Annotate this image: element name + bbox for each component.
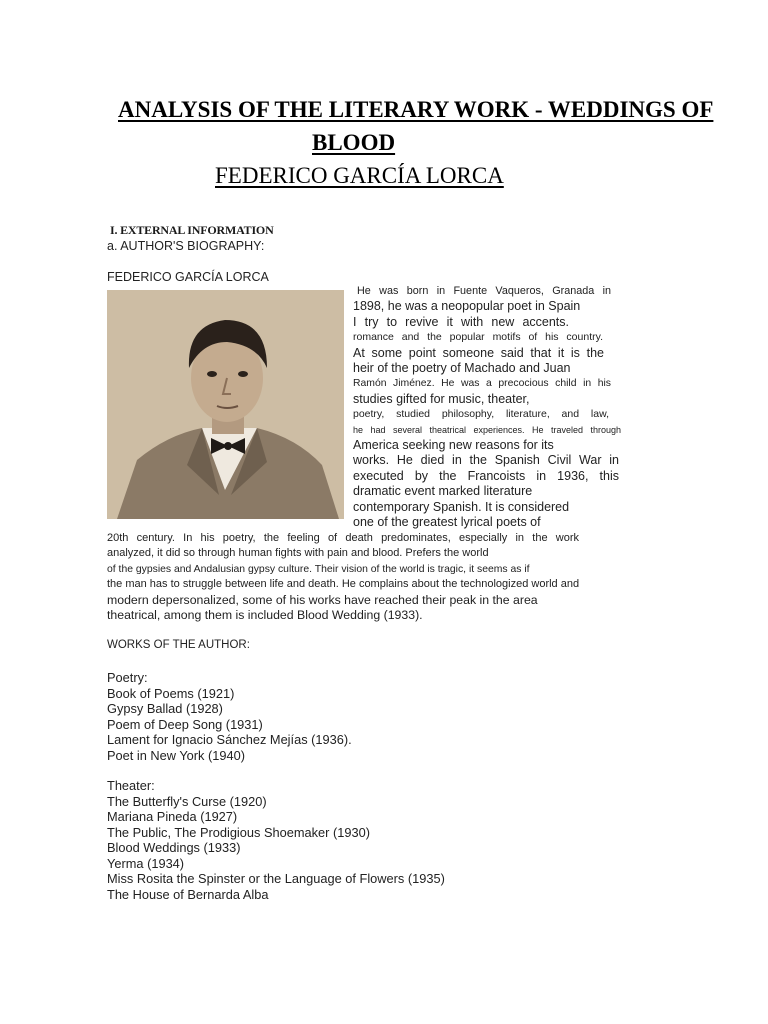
biography-subheading: a. AUTHOR'S BIOGRAPHY: bbox=[107, 239, 265, 253]
bio-line: I try to revive it with new accents. bbox=[353, 314, 569, 329]
paragraph-line: theatrical, among them is included Blood Wedding (1933). bbox=[107, 608, 423, 623]
list-item: Blood Weddings (1933) bbox=[107, 840, 241, 855]
bio-line: heir of the poetry of Machado and Juan bbox=[353, 361, 571, 376]
list-item: The Public, The Prodigious Shoemaker (1930) bbox=[107, 824, 370, 840]
section-heading: I. EXTERNAL INFORMATION bbox=[110, 223, 274, 237]
author-name: FEDERICO GARCÍA LORCA bbox=[107, 270, 269, 284]
bio-line: America seeking new reasons for its bbox=[353, 438, 554, 453]
list-item: Poem of Deep Song (1931) bbox=[107, 716, 263, 732]
list-item: Lament for Ignacio Sánchez Mejías (1936). bbox=[107, 732, 352, 747]
paragraph-line: analyzed, it did so through human fights with pain and blood. Prefers the world bbox=[107, 547, 489, 560]
poetry-list bbox=[107, 670, 352, 763]
bio-line: romance and the popular motifs of his country. bbox=[353, 331, 603, 344]
bio-line: studies gifted for music, theater, bbox=[353, 391, 530, 406]
list-item: The Butterfly's Curse (1920) bbox=[107, 793, 267, 809]
theater-list bbox=[107, 778, 445, 902]
list-item: The House of Bernarda Alba bbox=[107, 886, 269, 902]
biography-paragraph bbox=[107, 531, 627, 623]
document-title-line-1: ANALYSIS OF THE LITERARY WORK - WEDDINGS OF bbox=[118, 97, 714, 122]
author-portrait-photo bbox=[107, 290, 344, 519]
bio-line: executed by the Francoists in 1936, this bbox=[353, 468, 619, 483]
bio-line: Ramón Jiménez. He was a precocious child in his bbox=[353, 378, 611, 390]
biography-text bbox=[353, 284, 621, 531]
bio-line: works. He died in the Spanish Civil War in bbox=[353, 453, 619, 468]
document-title-line-2: BLOOD bbox=[312, 130, 396, 155]
poetry-label: Poetry: bbox=[107, 670, 148, 685]
list-item: Gypsy Ballad (1928) bbox=[107, 701, 223, 716]
bio-line: he had several theatrical experiences. He traveled through bbox=[353, 424, 621, 435]
paragraph-line: the man has to struggle between life and death. He complains about the technologized world and bbox=[107, 578, 580, 591]
paragraph-line: of the gypsies and Andalusian gypsy culture. Their vision of the world is tragic, it seems as if bbox=[107, 563, 530, 575]
list-item: Mariana Pineda (1927) bbox=[107, 809, 238, 824]
bio-line: contemporary Spanish. It is considered bbox=[353, 499, 570, 514]
list-item: Poet in New York (1940) bbox=[107, 747, 246, 763]
list-item: Yerma (1934) bbox=[107, 855, 185, 871]
bio-line: He was born in Fuente Vaqueros, Granada in bbox=[357, 285, 611, 297]
bio-line: dramatic event marked literature bbox=[353, 484, 533, 499]
bio-line: one of the greatest lyrical poets of bbox=[353, 515, 541, 530]
works-heading: WORKS OF THE AUTHOR: bbox=[107, 639, 250, 651]
paragraph-line: modern depersonalized, some of his works have reached their peak in the area bbox=[107, 592, 538, 607]
bio-line: poetry, studied philosophy, literature, and law, bbox=[353, 408, 609, 421]
paragraph-line: 20th century. In his poetry, the feeling of death predominates, especially in the work bbox=[107, 532, 579, 544]
bio-line: At some point someone said that it is the bbox=[353, 345, 604, 360]
theater-label: Theater: bbox=[107, 778, 155, 793]
bio-line: 1898, he was a neopopular poet in Spain bbox=[353, 299, 581, 314]
document-author-title: FEDERICO GARCÍA LORCA bbox=[215, 163, 504, 188]
list-item: Miss Rosita the Spinster or the Language of Flowers (1935) bbox=[107, 871, 445, 886]
list-item: Book of Poems (1921) bbox=[107, 685, 235, 701]
